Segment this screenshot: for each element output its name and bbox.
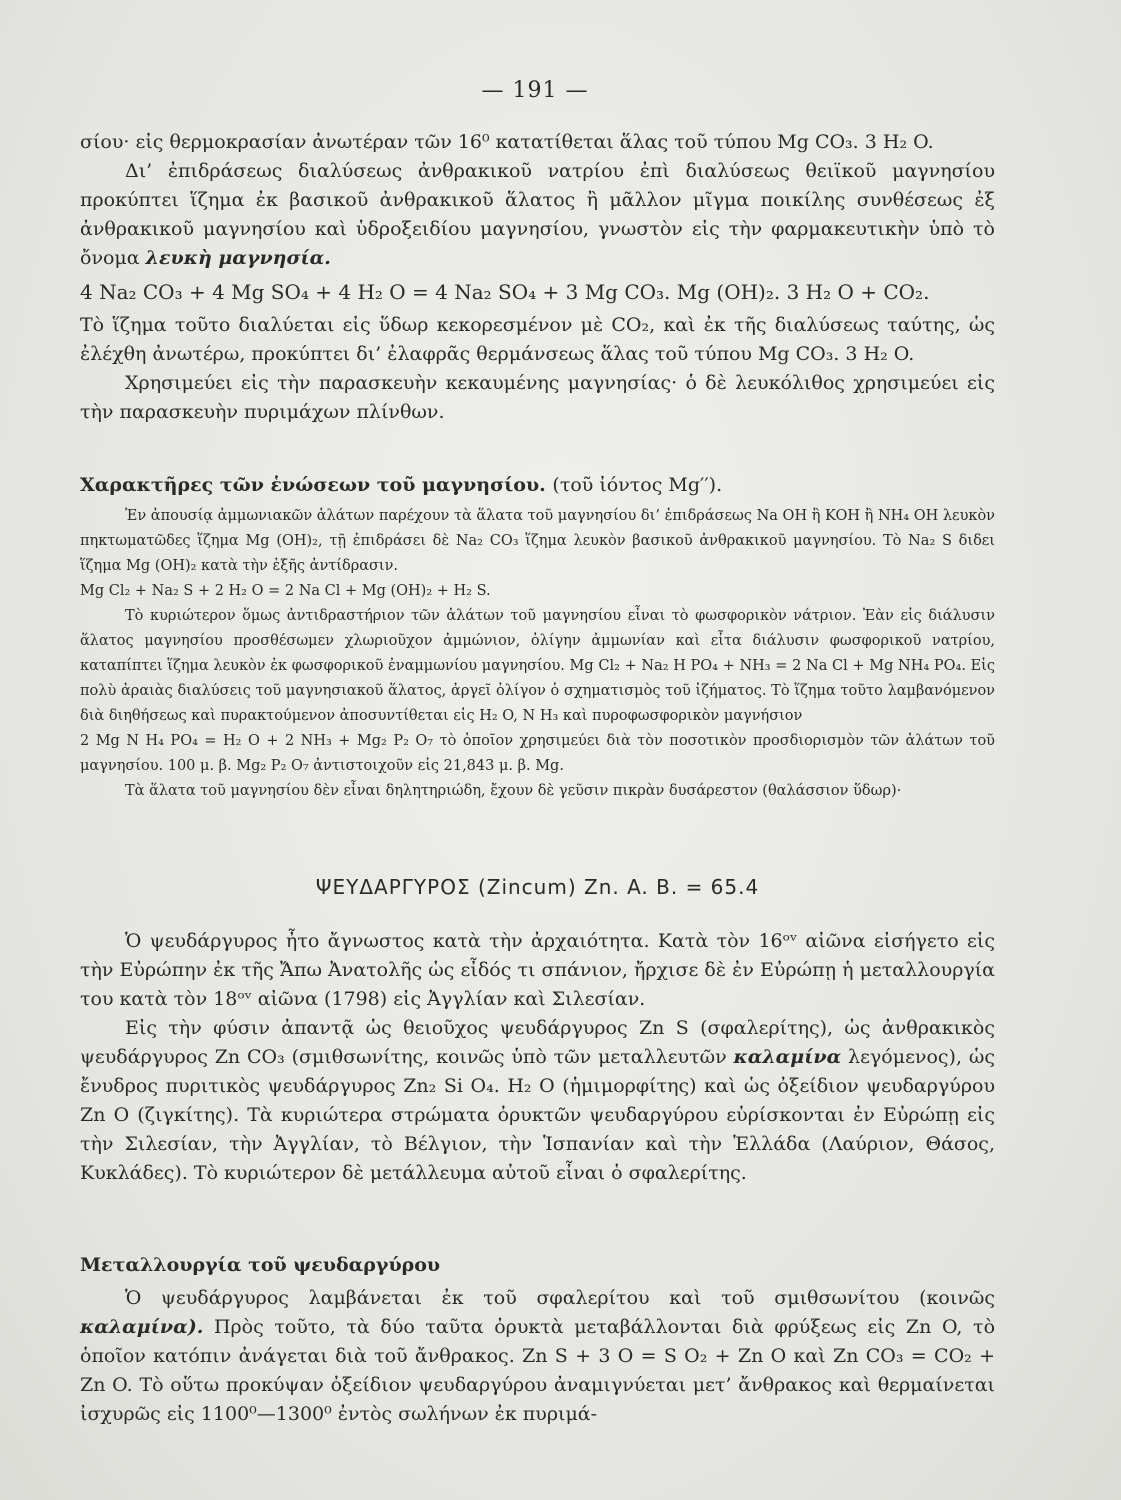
zinc-paragraph-history: Ὁ ψευδάργυρος ἦτο ἄγνωστος κατὰ τὴν ἀρχαιότητα. Κατὰ τὸν 16ᵒᵛ αἰῶνα εἰσήγετο εἰς τὴν Εὐρώπην ἐκ τῆς Ἄπω Ἀνατολῆς ὡς εἶδός τι σπάνιον, ἤρχισε δὲ ἐν Εὐρώπῃ ἡ μεταλλουργία του κατὰ τὸν 18ᵒᵛ αἰῶνα (1798) εἰς Ἀγγλίαν καὶ Σιλεσίαν. <box>80 930 995 1010</box>
paragraph-carbonate-text: Δι’ ἐπιδράσεως διαλύσεως ἀνθρακικοῦ νατρίου ἐπὶ διαλύσεως θειϊκοῦ μαγνησίου προκύπτει ἵζημα ἐκ βασικοῦ ἀνθρακικοῦ ἅλατος ἢ μᾶλλον μῖγμα ποικίλης συνθέσεως ἐξ ἀνθρακικοῦ μαγνησίου καὶ ὑδροξειδίου μαγνησίου, γνωστὸν εἰς τὴν φαρμακευτικὴν ὑπὸ τὸ ὄνομα <box>80 160 995 269</box>
term-white-magnesia: λευκὴ μαγνησία. <box>145 247 331 269</box>
metallurgy-heading: Μεταλλουργία τοῦ ψευδαργύρου <box>80 1254 441 1276</box>
paragraph-precipitate: Τὸ ἵζημα τοῦτο διαλύεται εἰς ὕδωρ κεκορεσμένον μὲ CO₂, καὶ ἐκ τῆς διαλύσεως ταύτης, ὡς ἐλέχθη ἀνωτέρω, προκύπτει δι’ ἐλαφρᾶς θερμάνσεως ἅλας τοῦ τύπου Mg CO₃. 3 H₂ O. <box>80 314 995 365</box>
characters-equation-1: Mg Cl₂ + Na₂ S + 2 H₂ O = 2 Na Cl + Mg (OH)₂ + H₂ S. <box>80 583 491 599</box>
paragraph-continuation: σίου· εἰς θερμοκρασίαν ἀνωτέραν τῶν 16⁰ κατατίθεται ἅλας τοῦ τύπου Mg CO₃. 3 H₂ O. <box>80 131 934 153</box>
metallurgy-text-b: Πρὸς τοῦτο, τὰ δύο ταῦτα ὀρυκτὰ μεταβάλλονται διὰ φρύξεως εἰς Zn O, τὸ ὁποῖον κατόπιν ἀνάγεται διὰ τοῦ ἄνθρακος. Zn S + 3 O = S O₂ + Zn O καὶ Zn CO₃ = CO₂ + Zn O. Τὸ οὕτω προκύψαν ὀξείδιον ψευδαργύρου ἀναμιγνύεται μετ’ ἄνθρακος καὶ θερμαίνεται ἰσχυρῶς εἰς 1100⁰—1300⁰ ἐντὸς σωλήνων ἐκ πυριμά- <box>80 1316 996 1425</box>
equation-carbonate: 4 Na₂ CO₃ + 4 Mg SO₄ + 4 H₂ O = 4 Na₂ SO₄ + 3 Mg CO₃. Mg (OH)₂. 3 H₂ O + CO₂. <box>80 280 930 304</box>
characters-paragraph-2: Τὸ κυριώτερον ὅμως ἀντιδραστήριον τῶν ἁλάτων τοῦ μαγνησίου εἶναι τὸ φωσφορικὸν νάτριον. Ἐὰν εἰς διάλυσιν ἅλατος μαγνησίου προσθέσωμεν χλωριοῦχον ἀμμώνιον, ὀλίγην ἀμμωνίαν καὶ εἶτα διάλυσιν φωσφορικοῦ νατρίου, καταπίπτει ἵζημα λευκὸν ἐκ φωσφορικοῦ ἐναμμωνίου μαγνησίου. Mg Cl₂ + Na₂ H PO₄ + NH₃ = 2 Na Cl + Mg NH₄ PO₄. Εἰς πολὺ ἀραιὰς διαλύσεις τοῦ μαγνησιακοῦ ἅλατος, ἀργεῖ ὀλίγον ὁ σχηματισμὸς τοῦ ἰζήματος. Τὸ ἵζημα τοῦτο λαμβανόμενον διὰ διηθήσεως καὶ πυρακτούμενον ἀποσυντίθεται εἰς H₂ O, N H₃ καὶ πυροφωσφορικὸν μαγνήσιον <box>80 608 995 724</box>
paragraph-carbonate <box>80 157 995 273</box>
characters-body <box>80 504 995 804</box>
paragraph-uses: Χρησιμεύει εἰς τὴν παρασκευὴν κεκαυμένης μαγνησίας· ὁ δὲ λευκόλιθος χρησιμεύει εἰς τὴν παρασκευὴν πυριμάχων πλίνθων. <box>80 372 995 423</box>
zinc-occurrence-text-b: λεγόμενος), ὡς ἔνυδρος πυριτικὸς ψευδάργυρος Zn₂ Si O₄. H₂ O (ἡμιμορφίτης) καὶ ὡς ὀξείδιον ψευδαργύρου Zn O (ζιγκίτης). Τὰ κυριώτερα στρώματα ὀρυκτῶν ψευδαργύρου εὑρίσκονται ἐν Εὐρώπῃ εἰς τὴν Σιλεσίαν, τὴν Ἀγγλίαν, τὸ Βέλγιον, τὴν Ἱσπανίαν καὶ τὴν Ἑλλάδα (Λαύριον, Θάσος, Κυκλάδες). Τὸ κυριώτερον δὲ μετάλλευμα αὐτοῦ εἶναι ὁ σφαλερίτης. <box>80 1046 995 1184</box>
characters-heading-title: Χαρακτῆρες τῶν ἑνώσεων τοῦ μαγνησίου. <box>80 474 546 496</box>
spacer <box>80 899 995 927</box>
characters-heading <box>80 471 995 500</box>
zinc-paragraph-occurrence <box>80 1014 995 1188</box>
characters-paragraph-1: Ἐν ἀπουσίᾳ ἀμμωνιακῶν ἁλάτων παρέχουν τὰ ἅλατα τοῦ μαγνησίου δι’ ἐπιδράσεως Na OH ἢ KOH ἢ NH₄ OH λευκὸν πηκτωματῶδες ἵζημα Mg (OH)₂, τῇ ἐπιδράσει δὲ Na₂ CO₃ ἵζημα λευκὸν βασικοῦ ἀνθρακικοῦ μαγνησίου. Τὸ Na₂ S διδει ἵζημα Mg (OH)₂ κατὰ τὴν ἑξῆς ἀντίδρασιν. <box>80 508 995 574</box>
top-section <box>80 128 995 427</box>
page-number: — 191 — <box>481 78 589 103</box>
term-calamine: καλαμίνα <box>733 1046 842 1068</box>
characters-equation-2: 2 Mg N H₄ PO₄ = H₂ O + 2 NH₃ + Mg₂ P₂ O₇ τὸ ὁποῖον χρησιμεύει διὰ τὸν ποσοτικὸν προσδιορισμὸν τῶν ἁλάτων τοῦ μαγνησίου. 100 μ. β. Mg₂ P₂ O₇ ἀντιστοιχοῦν εἰς 21,843 μ. β. Mg. <box>80 733 995 774</box>
characters-heading-ion: (τοῦ ἰόντος Mg′′). <box>552 474 723 496</box>
metallurgy-paragraph <box>80 1284 995 1429</box>
term-calamine-2: καλαμίνα). <box>80 1316 204 1338</box>
metallurgy-text-a: Ὁ ψευδάργυρος λαμβάνεται ἐκ τοῦ σφαλερίτου καὶ τοῦ σμιθσωνίτου (κοινῶς <box>125 1287 995 1309</box>
zinc-occurrence-text-a: Εἰς τὴν φύσιν ἀπαντᾷ ὡς θειοῦχος ψευδάργυρος Zn S (σφαλερίτης), ὡς ἀνθρακικὸς ψευδάργυρος Zn CO₃ (σμιθσωνίτης, κοινῶς ὑπὸ τῶν μεταλλευτῶν <box>80 1017 995 1068</box>
zinc-title: ΨΕΥΔΑΡΓΥΡΟΣ (Zincum) Zn. A. B. = 65.4 <box>315 875 760 899</box>
characters-paragraph-3: Τὰ ἅλατα τοῦ μαγνησίου δὲν εἶναι δηλητηριώδη, ἔχουν δὲ γεῦσιν πικρὰν δυσάρεστον (θαλάσσιον ὕδωρ)· <box>125 783 902 799</box>
metallurgy-section <box>80 1245 995 1429</box>
zinc-section <box>80 875 995 1188</box>
characters-section <box>80 465 995 804</box>
